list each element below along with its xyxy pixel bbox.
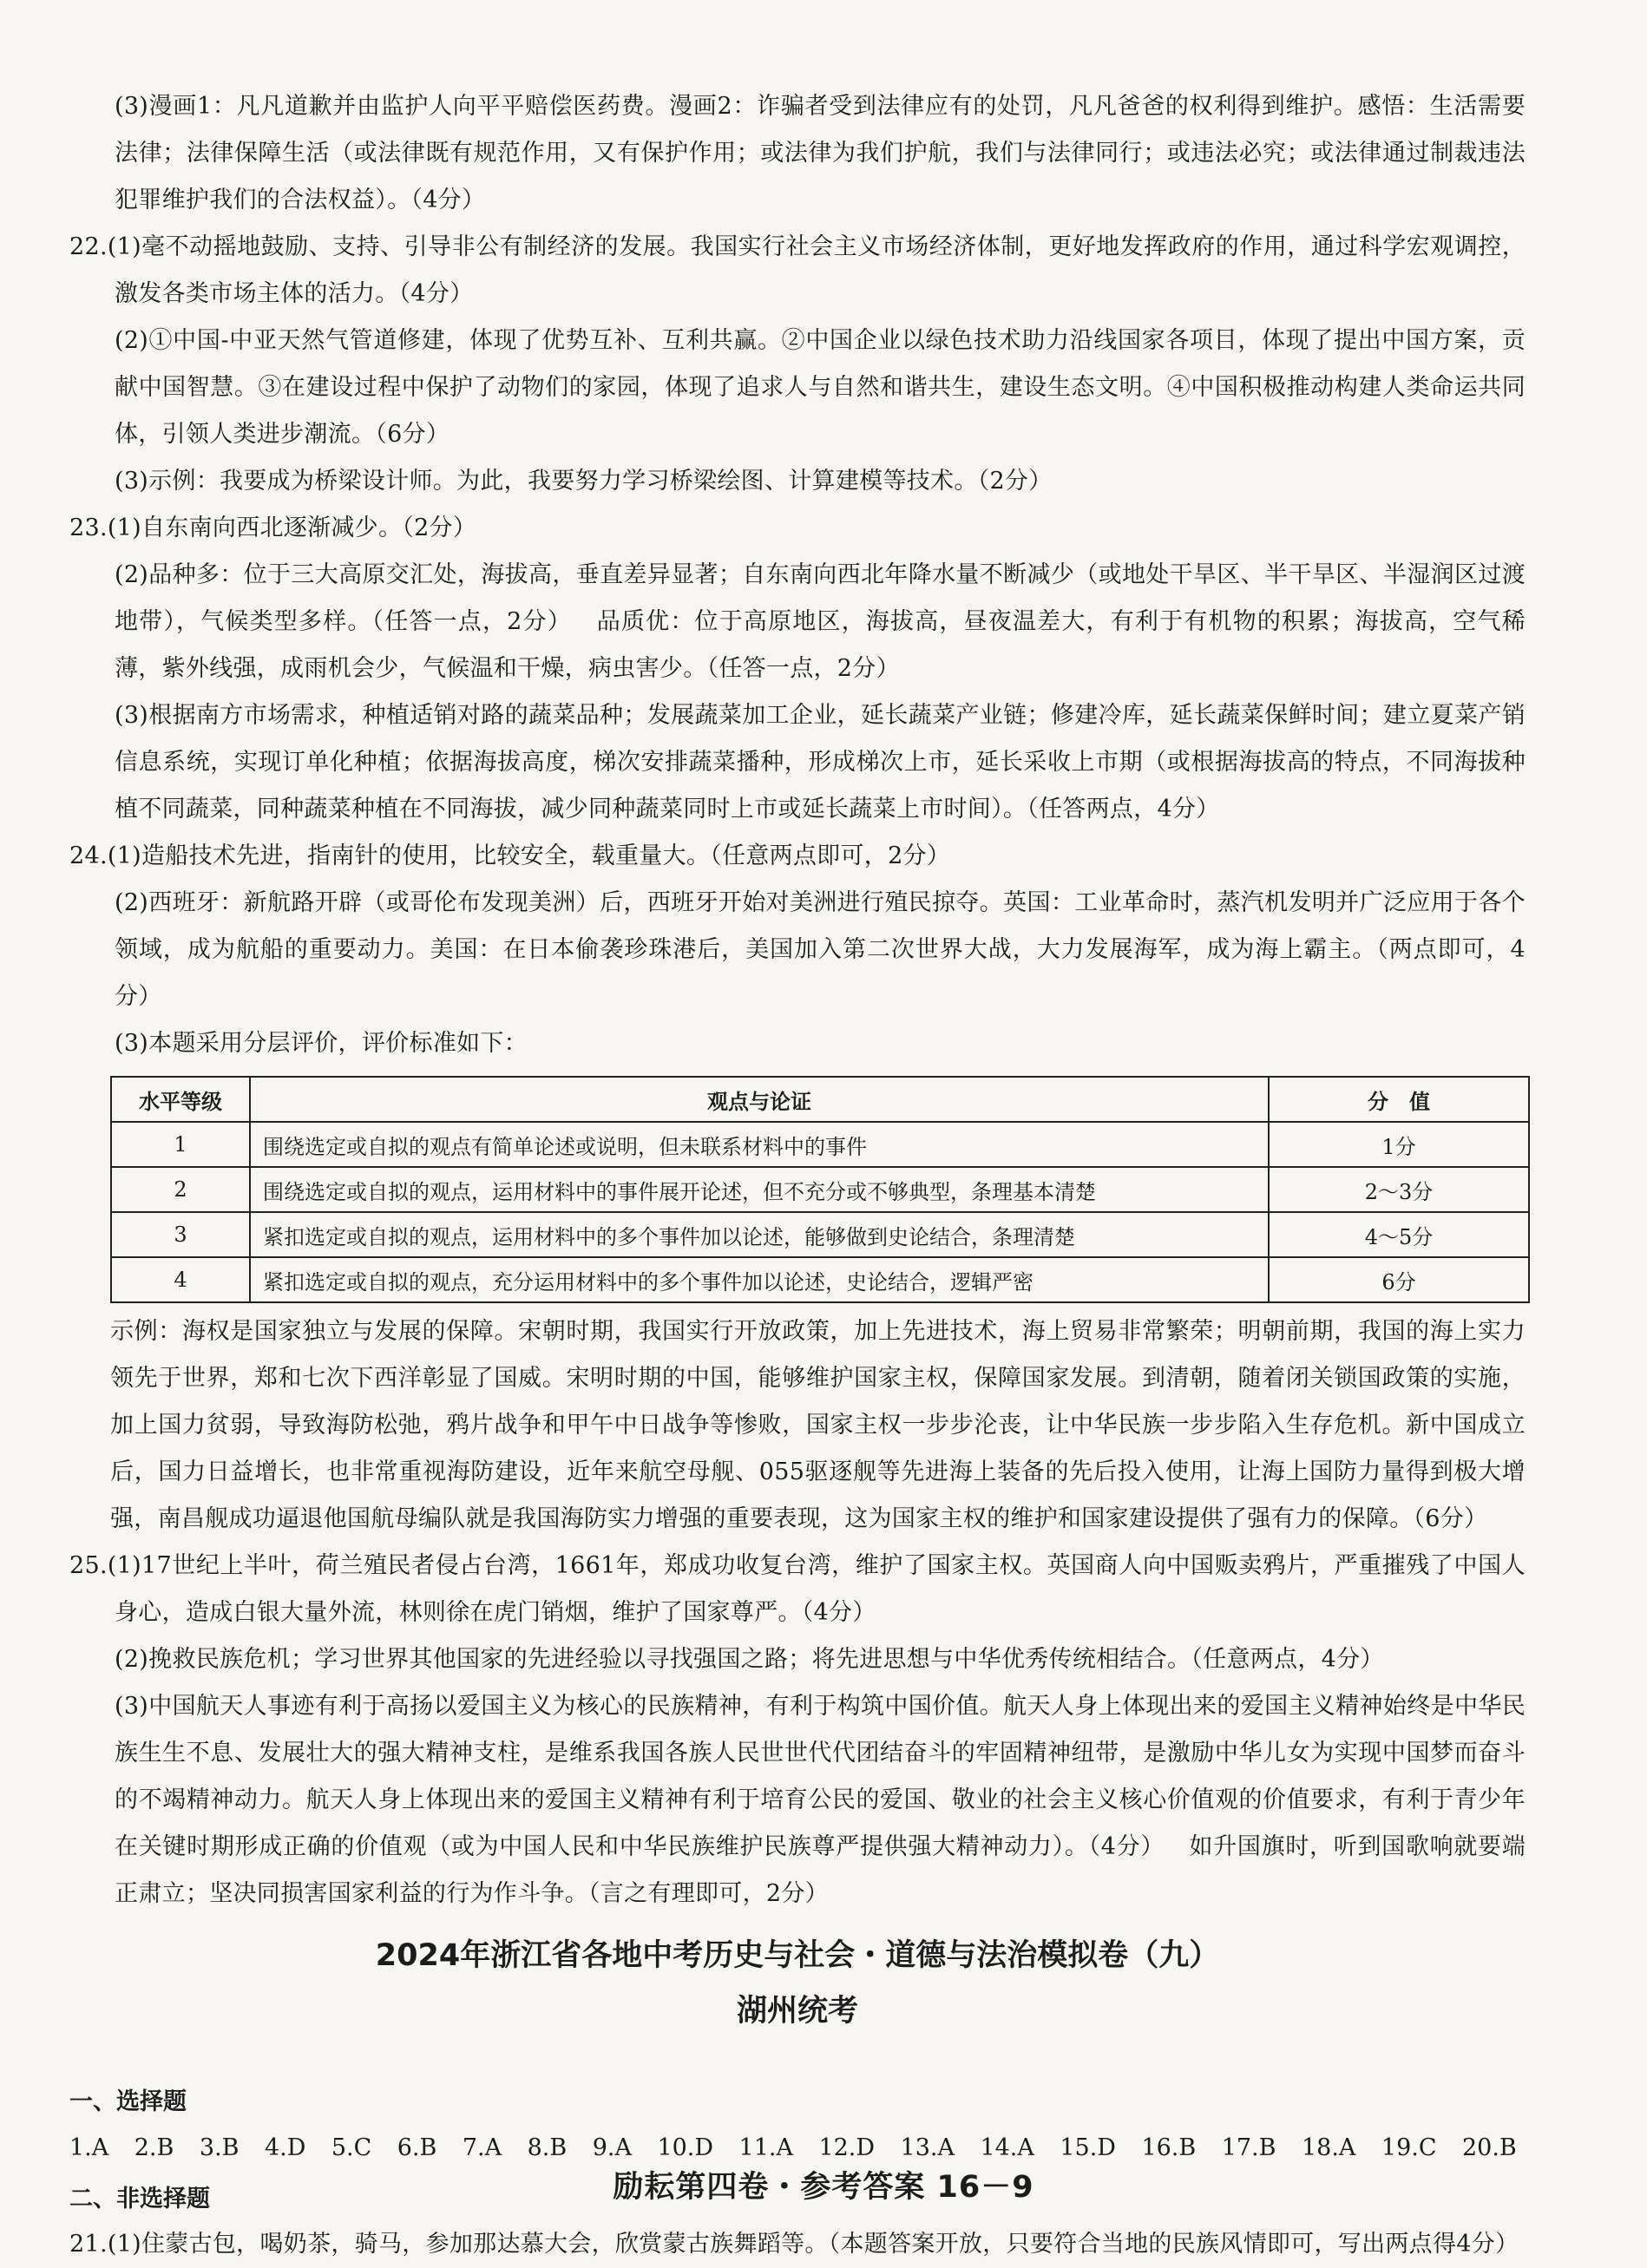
- q25-part3: [69, 1683, 1526, 1917]
- mc-answer: 15.D: [1060, 2134, 1116, 2161]
- exam-subtitle: 湖州统考: [736, 1994, 858, 2029]
- evaluation-table: [110, 1076, 1530, 1303]
- row-level: 3: [111, 1212, 250, 1257]
- non-mc-heading: 二、非选择题: [69, 2186, 210, 2212]
- table-header-level: 水平等级: [111, 1077, 250, 1122]
- mc-answer: 16.B: [1141, 2134, 1197, 2161]
- row-description: 紧扣选定或自拟的观点，充分运用材料中的多个事件加以论述，史论结合，逻辑严密: [250, 1257, 1269, 1302]
- mc-answer: 9.A: [592, 2134, 632, 2161]
- mc-answer: 7.A: [462, 2134, 502, 2161]
- row-score: 2～3分: [1269, 1167, 1529, 1212]
- q21-part1-new: 21.(1)住蒙古包，喝奶茶，骑马，参加那达慕大会，欣赏蒙古族舞蹈等。（本题答案开放，只要符合当地的民族风情即可，写出两点得4分）: [69, 2231, 1519, 2258]
- q23-part1: 23.(1)自东南向西北逐渐减少。（2分）: [69, 515, 477, 541]
- mc-answer: 13.A: [900, 2134, 955, 2161]
- row-score: 1分: [1269, 1122, 1529, 1167]
- table-header-viewpoint: 观点与论证: [250, 1077, 1269, 1122]
- mc-answer: 1.A: [69, 2134, 109, 2161]
- row-level: 1: [111, 1122, 250, 1167]
- table-row: [111, 1122, 1529, 1167]
- q22-part1: 22.(1)毫不动摇地鼓励、支持、引导非公有制经济的发展。我国实行社会主义市场经济体制，更好地发挥政府的作用，通过科学宏观调控，激发各类市场主体的活力。（4分）: [69, 233, 1526, 307]
- table-header-row: [111, 1077, 1529, 1122]
- row-level: 4: [111, 1257, 250, 1302]
- mc-heading: 一、选择题: [69, 2088, 187, 2115]
- q24-part1: 24.(1)造船技术先进，指南针的使用，比较安全，载重量大。（任意两点即可，2分）: [69, 842, 951, 869]
- q25-part3-action: 如升国旗时，听到国歌响就要端正肃立；坚决同损害国家利益的行为作斗争。（言之有理即可，2分）: [115, 1833, 1526, 1907]
- mc-answer: 10.D: [657, 2134, 714, 2161]
- mc-answer: 20.B: [1461, 2134, 1517, 2161]
- mc-answer: 17.B: [1221, 2134, 1276, 2161]
- mc-answer: 2.B: [134, 2134, 174, 2161]
- mc-answer: 6.B: [397, 2134, 437, 2161]
- q24-part3: (3)本题采用分层评价，评价标准如下：: [115, 1030, 528, 1057]
- row-description: 围绕选定或自拟的观点有简单论述或说明，但未联系材料中的事件: [250, 1122, 1269, 1167]
- table-row: [111, 1257, 1529, 1302]
- row-score: 4～5分: [1269, 1212, 1529, 1257]
- q25-part3-main: (3)中国航天人事迹有利于高扬以爱国主义为核心的民族精神，有利于构筑中国价值。航天人身上体现出来的爱国主义精神始终是中华民族生生不息、发展壮大的强大精神支柱，是维系我国各族人民世世代代团结奋斗的牢固精神纽带，是激励中华儿女为实现中国梦而奋斗的不竭精神动力。航天人身上体现出来的爱国主义精神有利于培育公民的爱国、敬业的社会主义核心价值观的价值要求，有利于青少年在关键时期形成正确的价值观（或为中国人民和中华民族维护民族尊严提供强大精神动力）。（4分）: [115, 1693, 1526, 1860]
- page-footer: 励耘第四卷・参考答案 16－9: [613, 2170, 1034, 2205]
- mc-answer: 4.D: [264, 2134, 306, 2161]
- exam-title: 2024年浙江省各地中考历史与社会・道德与法治模拟卷（九）: [375, 1938, 1220, 1973]
- row-description: 围绕选定或自拟的观点，运用材料中的事件展开论述，但不充分或不够典型，条理基本清楚: [250, 1167, 1269, 1212]
- q23-part2-quality: 品质优：位于高原地区，海拔高，昼夜温差大，有利于有机物的积累；海拔高，空气稀薄，紫外线强，成雨机会少，气候温和干燥，病虫害少。（任答一点，2分）: [115, 608, 1526, 682]
- mc-answer: 11.A: [738, 2134, 793, 2161]
- q21-part3: (3)漫画1：凡凡道歉并由监护人向平平赔偿医药费。漫画2：诈骗者受到法律应有的处罚，凡凡爸爸的权利得到维护。感悟：生活需要法律；法律保障生活（或法律既有规范作用，又有保护作用；或法律为我们护航，我们与法律同行；或违法必究；或法律通过制裁违法犯罪维护我们的合法权益）。（4分）: [115, 93, 1526, 213]
- q25-part2: (2)挽救民族危机；学习世界其他国家的先进经验以寻找强国之路；将先进思想与中华优秀传统相结合。（任意两点，4分）: [115, 1646, 1384, 1673]
- row-level: 2: [111, 1167, 250, 1212]
- q23-part2: [69, 552, 1526, 692]
- mc-answer: 5.C: [331, 2134, 372, 2161]
- q22-part3: (3)示例：我要成为桥梁设计师。为此，我要努力学习桥梁绘图、计算建模等技术。（2分）: [115, 468, 1053, 495]
- q22-part2: (2)①中国-中亚天然气管道修建，体现了优势互补、互利共赢。②中国企业以绿色技术助力沿线国家各项目，体现了提出中国方案，贡献中国智慧。③在建设过程中保护了动物们的家园，体现了追求人与自然和谐共生，建设生态文明。④中国积极推动构建人类命运共同体，引领人类进步潮流。（6分）: [115, 327, 1526, 448]
- row-score: 6分: [1269, 1257, 1529, 1302]
- q24-part2: (2)西班牙：新航路开辟（或哥伦布发现美洲）后，西班牙开始对美洲进行殖民掠夺。英国：工业革命时，蒸汽机发明并广泛应用于各个领域，成为航船的重要动力。美国：在日本偷袭珍珠港后，美国加入第二次世界大战，大力发展海军，成为海上霸主。（两点即可，4分）: [115, 889, 1526, 1010]
- q25-part1: 25.(1)17世纪上半叶，荷兰殖民者侵占台湾，1661年，郑成功收复台湾，维护了国家主权。英国商人向中国贩卖鸦片，严重摧残了中国人身心，造成白银大量外流，林则徐在虎门销烟，维护了国家尊严。（4分）: [69, 1552, 1526, 1626]
- mc-answer: 14.A: [980, 2134, 1034, 2161]
- table-header-score: 分 值: [1269, 1077, 1529, 1122]
- mc-answer: 19.C: [1381, 2134, 1437, 2161]
- q24-example: 示例：海权是国家独立与发展的保障。宋朝时期，我国实行开放政策，加上先进技术，海上贸易非常繁荣；明朝前期，我国的海上实力领先于世界，郑和七次下西洋彰显了国威。宋明时期的中国，能够维护国家主权，保障国家发展。到清朝，随着闭关锁国政策的实施，加上国力贫弱，导致海防松弛，鸦片战争和甲午中日战争等惨败，国家主权一步步沦丧，让中华民族一步步陷入生存危机。新中国成立后，国力日益增长，也非常重视海防建设，近年来航空母舰、055驱逐舰等先进海上装备的先后投入使用，让海上国防力量得到极大增强，南昌舰成功逼退他国航母编队就是我国海防实力增强的重要表现，这为国家主权的维护和国家建设提供了强有力的保障。（6分）: [110, 1318, 1526, 1532]
- q23-part3: (3)根据南方市场需求，种植适销对路的蔬菜品种；发展蔬菜加工企业，延长蔬菜产业链；修建冷库，延长蔬菜保鲜时间；建立夏菜产销信息系统，实现订单化种植；依据海拔高度，梯次安排蔬菜播种，形成梯次上市，延长采收上市期（或根据海拔高的特点，不同海拔种植不同蔬菜，同种蔬菜种植在不同海拔，减少同种蔬菜同时上市或延长蔬菜上市时间）。（任答两点，4分）: [115, 702, 1526, 823]
- mc-answer: 18.A: [1301, 2134, 1356, 2161]
- table-row: [111, 1212, 1529, 1257]
- row-description: 紧扣选定或自拟的观点，运用材料中的多个事件加以论述，能够做到史论结合，条理清楚: [250, 1212, 1269, 1257]
- table-row: [111, 1167, 1529, 1212]
- q23-part2-variety: (2)品种多：位于三大高原交汇处，海拔高，垂直差异显著；自东南向西北年降水量不断减少（或地处干旱区、半干旱区、半湿润区过渡地带），气候类型多样。（任答一点，2分）: [115, 561, 1526, 635]
- mc-answer: 8.B: [527, 2134, 568, 2161]
- mc-answer: 3.B: [199, 2134, 240, 2161]
- mc-answer: 12.D: [818, 2134, 876, 2161]
